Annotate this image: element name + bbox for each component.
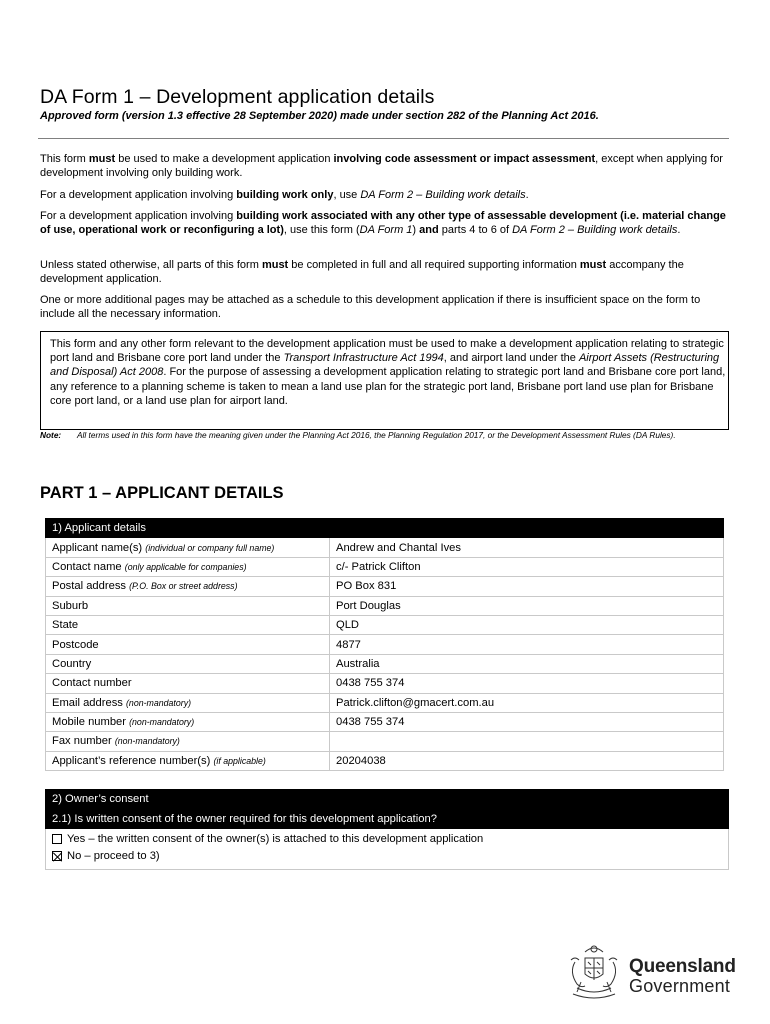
owners-consent-header: 2) Owner’s consent [46,790,729,809]
note-label: Note: [40,430,62,440]
applicant-details-table [45,518,724,771]
field-label: Contact name [52,560,122,573]
email-address-label [46,693,330,712]
applicant-name-field[interactable]: Andrew and Chantal Ives [330,538,724,557]
text: This form [40,153,89,165]
table-row [46,538,724,557]
question-header-row [46,809,729,828]
reference-number-field[interactable]: 20204038 [330,751,724,770]
field-label: Fax number [52,735,112,748]
field-hint: (non-mandatory) [126,697,192,708]
text: For a development application involving [40,189,237,201]
postcode-field[interactable]: 4877 [330,635,724,654]
intro-paragraph-2 [40,188,730,202]
table-row [46,712,724,731]
logo-line-government: Government [629,976,731,996]
contact-name-field[interactable]: c/- Patrick Clifton [330,557,724,576]
fax-number-field[interactable] [330,732,724,751]
part1-heading: PART 1 – APPLICANT DETAILS [40,484,284,502]
text-bold: involving code assessment or impact assessment [333,153,596,165]
text: . For the purpose of assessing a development application relating to strategic port land and Brisbane core port land, any reference to a planning scheme is taken to mean a land use plan for the strategic port land, Brisbane port land use plan for Brisbane core port land, or a land use plan for airport land. [50,366,726,407]
consent-option-yes[interactable] [52,831,728,848]
text-italic: Transport Infrastructure Act 1994 [283,352,444,365]
field-label: Applicant’s reference number(s) [52,754,211,767]
section-header-row [46,519,724,538]
state-label: State [46,615,330,634]
fax-number-label [46,732,330,751]
field-label: Mobile number [52,716,126,729]
applicant-name-label [46,538,330,557]
consent-option-no[interactable] [52,848,728,865]
field-hint: (non-mandatory) [114,736,180,747]
table-row [46,596,724,615]
queensland-crest-icon [563,942,625,1002]
port-land-notice-box [40,331,729,430]
table-row [46,693,724,712]
text: , use this form ( [283,224,360,236]
page-subtitle: Approved form (version 1.3 effective 28 September 2020) made under section 282 of the Planning Act 2016. [40,110,599,122]
intro-paragraph-3 [40,209,730,237]
contact-name-label [46,557,330,576]
section-header-row [46,790,729,809]
intro-paragraph-5: One or more additional pages may be attached as a schedule to this development application if there is insufficient space on the form to include all the necessary information. [40,294,701,320]
contact-number-label: Contact number [46,674,330,693]
owners-consent-table [45,789,729,870]
consent-options-row [46,828,729,869]
checkbox-unchecked-icon[interactable] [52,834,62,844]
table-row [46,674,724,693]
logo-line-queensland: Queensland [629,956,736,977]
field-hint: (only applicable for companies) [124,561,247,572]
queensland-government-logo [563,942,735,1002]
table-row [46,635,724,654]
postcode-label: Postcode [46,635,330,654]
field-hint: (P.O. Box or street address) [129,581,238,592]
text-bold: must [261,259,289,271]
text-bold: building work only [236,189,334,201]
text: be completed in full and all required supporting information [288,259,580,271]
country-field[interactable]: Australia [330,654,724,673]
text-bold: must [88,153,116,165]
text-italic: Airport Assets (Restructuring and Disposal) Act 2008 [50,352,720,379]
table-row [46,615,724,634]
text: parts 4 to 6 of [438,224,513,236]
suburb-field[interactable]: Port Douglas [330,596,724,615]
text: , and airport land under the [443,352,579,365]
page-title: DA Form 1 – Development application details [40,86,435,108]
text-bold: building work associated with any other type of assessable development (i.e. material change of use, operational work or reconfiguring a lot) [40,210,726,236]
option-label: Yes – the written consent of the owner(s) is attached to this development application [67,833,484,846]
text-italic: DA Form 1 [359,224,413,236]
text: accompany the development application. [40,259,684,285]
text: This form and any other form relevant to the development application must be used to make a development application relating to strategic port land and Brisbane core port land under the [50,338,724,365]
country-label: Country [46,654,330,673]
intro-paragraph-1 [40,152,730,180]
reference-number-label [46,751,330,770]
field-hint: (if applicable) [213,755,266,766]
text: . [677,224,681,236]
text-bold: must [579,259,607,271]
note-text: All terms used in this form have the meaning given under the Planning Act 2016, the Planning Regulation 2017, or the Development Assessment Rules (DA Rules). [77,430,676,440]
postal-address-label [46,577,330,596]
intro-paragraph-4 [40,258,730,286]
table-row [46,751,724,770]
text: Unless stated otherwise, all parts of this form [40,259,262,271]
text-bold: and [419,224,439,236]
table-row [46,557,724,576]
field-label: Applicant name(s) [52,541,143,554]
text-italic: DA Form 2 – Building work details [512,224,678,236]
table-row [46,577,724,596]
contact-number-field[interactable]: 0438 755 374 [330,674,724,693]
table-row [46,654,724,673]
field-hint: (non-mandatory) [129,717,195,728]
mobile-number-field[interactable]: 0438 755 374 [330,712,724,731]
text: be used to make a development application [115,153,334,165]
text-italic: DA Form 2 – Building work details [360,189,526,201]
postal-address-field[interactable]: PO Box 831 [330,577,724,596]
suburb-label: Suburb [46,596,330,615]
text: For a development application involving [40,210,237,222]
title-divider [38,138,729,139]
option-label: No – proceed to 3) [67,850,160,863]
text: . [525,189,529,201]
consent-options-cell [46,828,729,869]
applicant-details-header: 1) Applicant details [46,519,724,538]
text: , use [333,189,361,201]
email-address-field[interactable]: Patrick.clifton@gmacert.com.au [330,693,724,712]
field-hint: (individual or company full name) [145,542,275,553]
mobile-number-label [46,712,330,731]
owners-consent-question: 2.1) Is written consent of the owner required for this development application? [46,809,729,828]
state-field[interactable]: QLD [330,615,724,634]
field-label: Email address [52,696,123,709]
text: , except when applying for development involving only building work. [40,153,723,179]
table-row [46,732,724,751]
field-label: Postal address [52,580,127,593]
text: ) [412,224,420,236]
checkbox-checked-icon[interactable] [52,851,62,861]
